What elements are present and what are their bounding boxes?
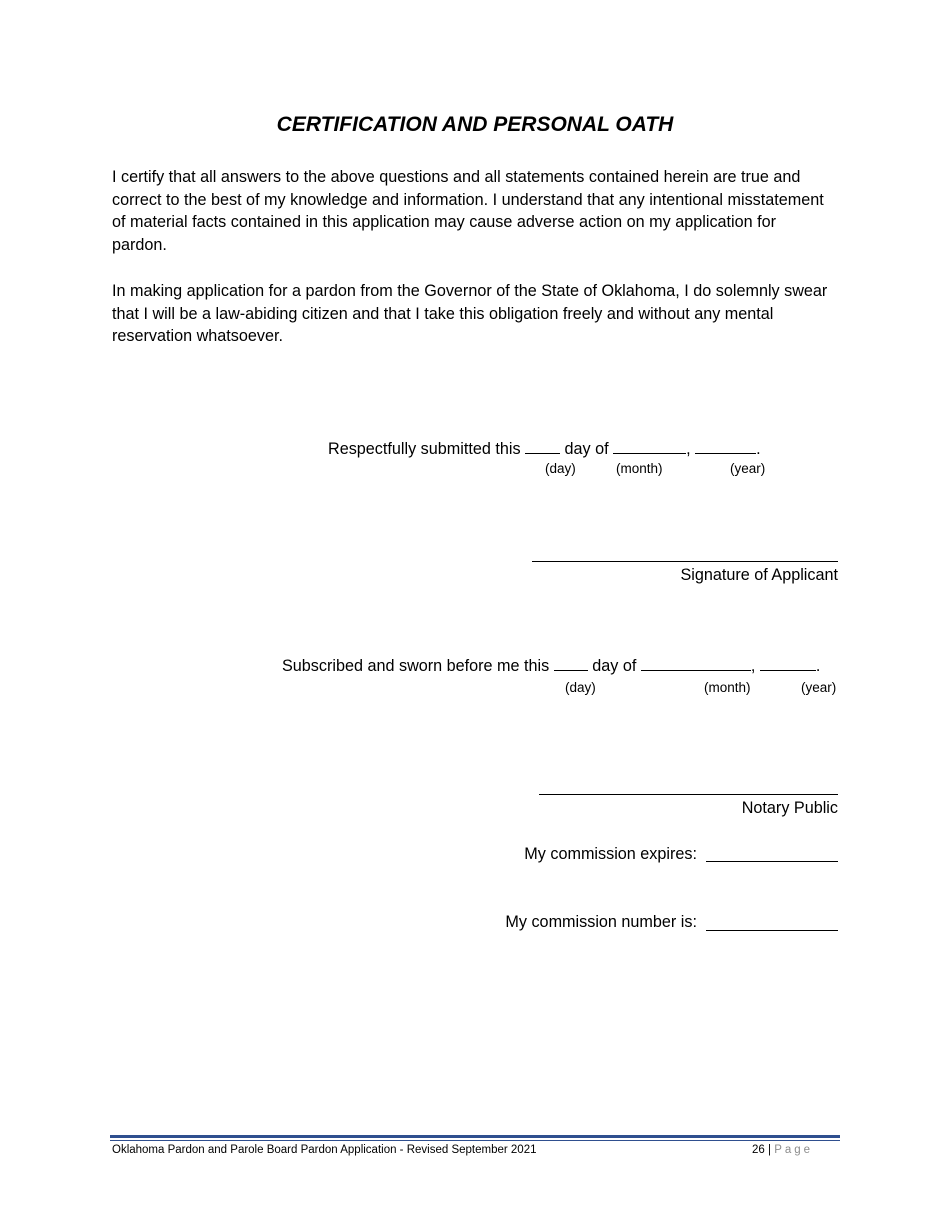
sworn-comma: , — [750, 657, 756, 675]
submitted-line — [328, 439, 761, 459]
sworn-prefix: Subscribed and sworn before me this — [282, 657, 550, 675]
footer-rule-thin — [110, 1140, 840, 1141]
submitted-year-label: (year) — [730, 461, 766, 476]
notary-signature-line[interactable] — [539, 794, 838, 795]
submitted-prefix: Respectfully submitted this — [328, 440, 521, 458]
footer-rule — [110, 1135, 840, 1138]
submitted-year-field[interactable] — [695, 439, 756, 454]
certification-paragraph: I certify that all answers to the above questions and all statements contained herein are true and correct to the best of my knowledge and information. I understand that any intentional misstatement of material facts contained in this application may cause adverse action on my application for pardon. — [112, 168, 824, 254]
sworn-end: . — [815, 657, 821, 675]
applicant-signature-label: Signature of Applicant — [680, 566, 838, 584]
page-number: 26 — [752, 1144, 765, 1156]
submitted-end: . — [756, 440, 761, 458]
submitted-day-of: day of — [564, 440, 609, 458]
commission-expires-field[interactable] — [706, 861, 838, 862]
submitted-day-field[interactable] — [525, 439, 560, 454]
page-word: Page — [774, 1144, 814, 1156]
submitted-month-label: (month) — [616, 461, 663, 476]
sworn-month-label: (month) — [704, 680, 751, 695]
sworn-day-label: (day) — [565, 680, 596, 695]
submitted-day-label: (day) — [545, 461, 576, 476]
sworn-month-field[interactable] — [641, 656, 751, 671]
applicant-signature-line[interactable] — [532, 561, 838, 562]
page-separator: | — [764, 1144, 775, 1156]
commission-expires-label: My commission expires: — [524, 845, 697, 863]
submitted-comma: , — [686, 440, 691, 458]
sworn-line — [282, 656, 820, 676]
footer-title: Oklahoma Pardon and Parole Board Pardon Application - Revised September 2021 — [112, 1144, 537, 1156]
sworn-year-field[interactable] — [760, 656, 816, 671]
notary-public-label: Notary Public — [741, 799, 838, 817]
submitted-month-field[interactable] — [613, 439, 686, 454]
commission-number-label: My commission number is: — [505, 913, 697, 931]
commission-number-field[interactable] — [706, 930, 838, 931]
sworn-year-label: (year) — [801, 680, 837, 695]
sworn-day-of: day of — [592, 657, 637, 675]
page-title: CERTIFICATION AND PERSONAL OATH — [276, 113, 674, 136]
sworn-day-field[interactable] — [554, 656, 588, 671]
footer-page-number — [752, 1144, 813, 1156]
oath-paragraph: In making application for a pardon from the Governor of the State of Oklahoma, I do solemnly swear that I will be a law-abiding citizen and that I take this obligation freely and without any mental reservation whatsoever. — [112, 282, 828, 345]
